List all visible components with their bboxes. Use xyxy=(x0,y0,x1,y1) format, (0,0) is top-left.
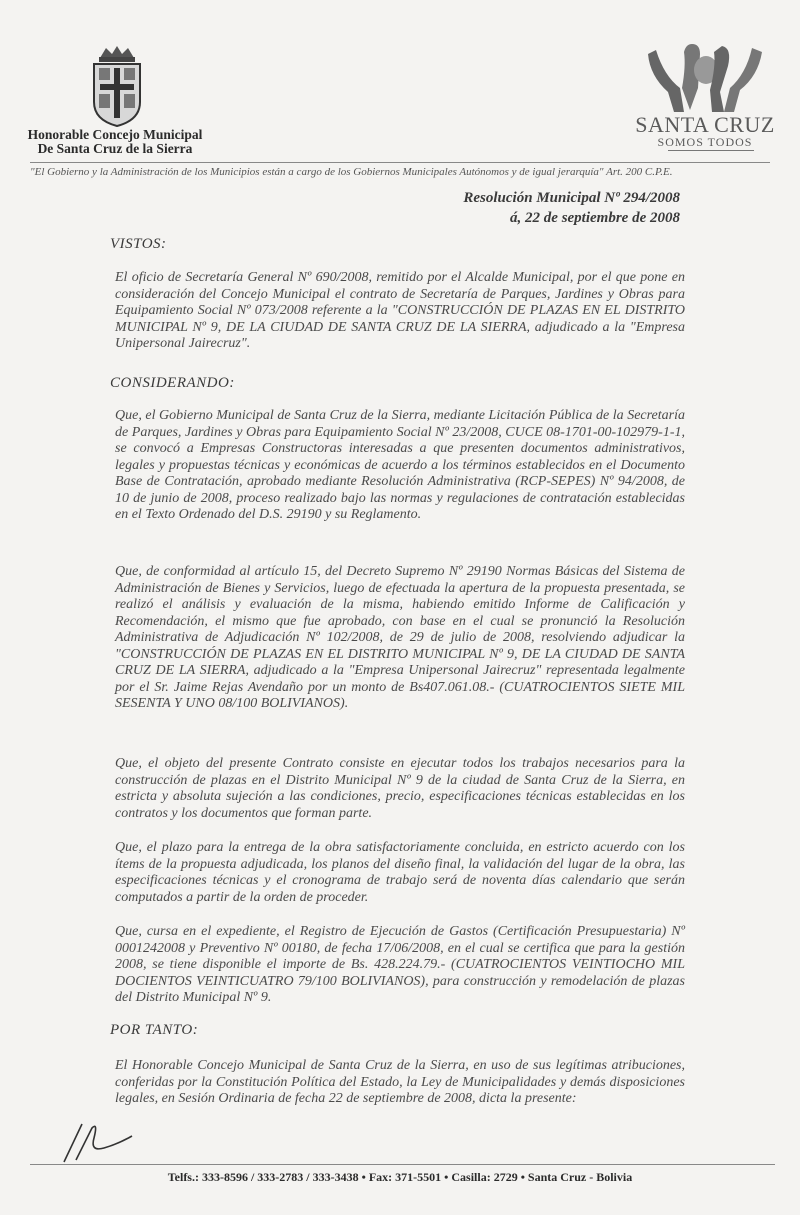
signature-mark xyxy=(58,1118,138,1166)
paragraph-considerando-3: Que, el objeto del presente Contrato consiste en ejecutar todos los trabajos necesarios para la construcción de plazas en el Distrito Municipal Nº 9 de la ciudad de Santa Cruz de la Sierra, en estricta y absoluta sujeción a las condiciones, precio, especificaciones técnicas establecidas en los contratos y los documentos que forman parte. xyxy=(115,756,685,821)
logo-underline xyxy=(668,150,754,151)
paragraph-considerando-1: Que, el Gobierno Municipal de Santa Cruz de la Sierra, mediante Licitación Pública de la Secretaría de Parques, Jardines y Obras para Equipamiento Social Nº 23/2008, CUCE 08-1701-00-102979-1-1, se convocó a Empresas Constructoras interesadas a que presenten documentos administrativos, legales y propuestas técnicas y económicas de acuerdo a los términos establecidos en el Documento Base de Contratación, aprobado mediante Resolución Administrativa (RCP-SEPES) Nº 94/2008, de 10 de junio de 2008, proceso realizado bajo las normas y regulaciones de contratación establecidas en el Texto Ordenado del D.S. 29190 y su Reglamento. xyxy=(115,408,685,522)
paragraph-considerando-5: Que, cursa en el expediente, el Registro de Ejecución de Gastos (Certificación Presupuestaria) Nº 0001242008 y Preventivo Nº 00180, de fecha 17/06/2008, en el cual se certifica que para la gestión 2008, se tiene disponible el importe de Bs. 428.224.79.- (CUATROCIENTOS VEINTIOCHO MIL DOCIENTOS VEINTICUATRO 79/100 BOLIVIANOS), para construcción y remodelación de plazas del Distrito Municipal Nº 9. xyxy=(115,924,685,1005)
footer-contact: Telfs.: 333-8596 / 333-2783 / 333-3438 • Fax: 371-5501 • Casilla: 2729 • Santa Cruz - Bolivia xyxy=(167,1170,633,1184)
resolution-heading xyxy=(463,188,680,228)
header-divider xyxy=(30,162,770,163)
section-vistos: VISTOS: xyxy=(110,236,167,252)
logo-wordmark: SANTA CRUZ xyxy=(635,112,775,137)
footer-divider xyxy=(30,1164,775,1165)
paragraph-vistos: El oficio de Secretaría General Nº 690/2008, remitido por el Alcalde Municipal, por el que pone en consideración del Concejo Municipal el contrato de Secretaría de Parques, Jardines y Obras para Equipamiento Social Nº 073/2008 referente a la "CONSTRUCCIÓN DE PLAZAS EN EL DISTRITO MUNICIPAL Nº 9, DE LA CIUDAD DE SANTA CRUZ DE LA SIERRA, adjudicado a la "Empresa Unipersonal Jairecruz". xyxy=(115,270,685,351)
section-por-tanto: POR TANTO: xyxy=(110,1022,199,1038)
paragraph-por-tanto: El Honorable Concejo Municipal de Santa Cruz de la Sierra, en uso de sus legítimas atribuciones, conferidas por la Constitución Política del Estado, la Ley de Municipalidades y demás disposiciones legales, en Sesión Ordinaria de fecha 22 de septiembre de 2008, dicta la presente: xyxy=(115,1058,685,1106)
paragraph-considerando-4: Que, el plazo para la entrega de la obra satisfactoriamente concluida, en estricto acuerdo con los ítems de la propuesta adjudicada, los planos del diseño final, la validación del lugar de la obra, las especificaciones técnicas y el cronograma de trabajo será de noventa días calendario que serán computados a partir de la orden de proceder. xyxy=(115,840,685,905)
paragraph-considerando-2: Que, de conformidad al artículo 15, del Decreto Supremo Nº 29190 Normas Básicas del Sistema de Administración de Bienes y Servicios, luego de efectuada la apertura de la propuesta presentada, se realizó el análisis y evaluación de la misma, habiendo emitido Informe de Calificación y Recomendación, el mismo que fue aprobado, con base en el cual se pronunció la Resolución Administrativa de Adjudicación Nº 102/2008, de 29 de julio de 2008, resolviendo adjudicar la "CONSTRUCCIÓN DE PLAZAS EN EL DISTRITO MUNICIPAL Nº 9, DE LA CIUDAD DE SANTA CRUZ DE LA SIERRA, adjudicado a la "Empresa Unipersonal Jairecruz" representada legalmente por el Sr. Jaime Rejas Avendaño por un monto de Bs407.061.08.- (CUATROCIENTOS SIETE MIL SESENTA Y UNO 08/100 BOLIVIANOS). xyxy=(115,564,685,711)
council-line1: Honorable Concejo Municipal xyxy=(27,127,203,142)
resolution-date: á, 22 de septiembre de 2008 xyxy=(510,210,680,226)
council-name xyxy=(10,128,220,156)
council-line2: De Santa Cruz de la Sierra xyxy=(37,141,193,156)
logo-tagline: SOMOS TODOS xyxy=(657,135,753,149)
coat-of-arms-icon xyxy=(86,44,148,128)
header-quote: "El Gobierno y la Administración de los Municipios están a cargo de los Gobiernos Municipales Autónomos y de igual jerarquía" Art. 200 C.P.E. xyxy=(30,166,673,178)
section-considerando: CONSIDERANDO: xyxy=(110,375,235,391)
resolution-number: Resolución Municipal Nº 294/2008 xyxy=(463,190,680,206)
